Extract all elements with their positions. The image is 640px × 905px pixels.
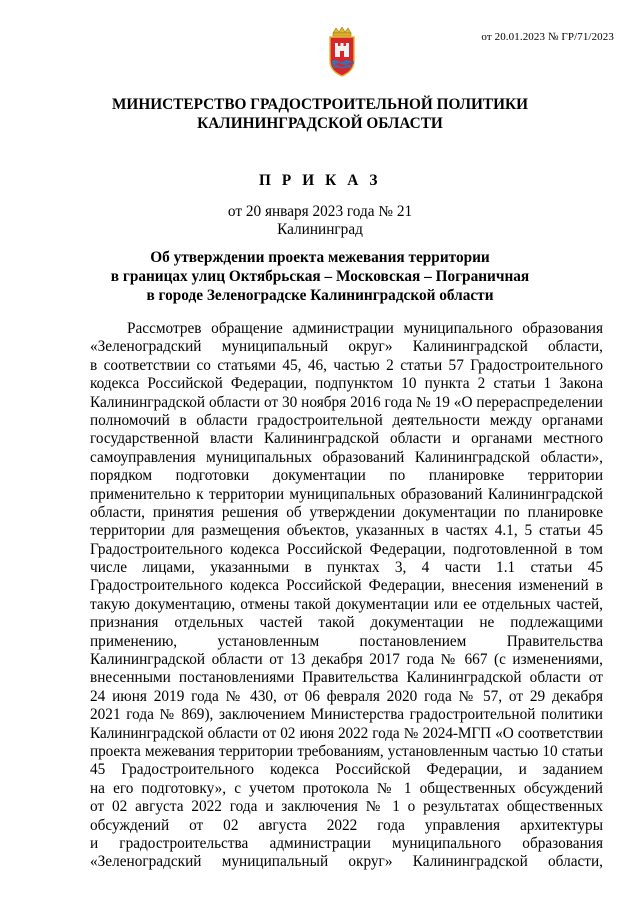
order-subject-line-2: в границах улиц Октябрьская – Московская – Пограничная bbox=[110, 268, 530, 285]
body-line: 24 июня 2019 года № 430, от 06 февраля 2020 года № 57, от 29 декабря bbox=[90, 687, 603, 705]
body-line: «Зеленоградский муниципальный округ» Калининградской области, bbox=[90, 853, 603, 871]
body-line: в соответствии со статьями 45, 46, частью 2 статьи 57 Градостроительного bbox=[90, 356, 603, 374]
body-line: Градостроительного кодекса Российской Федерации, внесения изменений в bbox=[90, 577, 603, 595]
order-city: Калининград bbox=[277, 221, 363, 238]
body-line: государственной власти Калининградской области и органами местного bbox=[90, 430, 603, 448]
body-line: признания отдельных частей такой документации не подлежащими bbox=[90, 614, 603, 632]
document-reference: от 20.01.2023 № ГР/71/2023 bbox=[481, 31, 614, 43]
body-line: проекта межевания территории требованиям, установленным частью 10 статьи bbox=[90, 742, 603, 760]
body-line: порядком подготовки документации по планировке территории bbox=[90, 467, 603, 485]
coat-of-arms-icon bbox=[322, 27, 362, 77]
body-line: «Зеленоградский муниципальный округ» Калининградской области, bbox=[90, 338, 603, 356]
ministry-name bbox=[0, 95, 640, 133]
body-line: Калининградской области от 13 декабря 2017 года № 667 (с изменениями, bbox=[90, 651, 603, 669]
order-subject-line-1: Об утверждении проекта межевания территории bbox=[150, 249, 490, 266]
order-date-block bbox=[0, 203, 640, 239]
body-line: самоуправления муниципальных образований Калининградской области», bbox=[90, 448, 603, 466]
body-line: и градостроительства администрации муниципального образования bbox=[90, 834, 603, 852]
body-line: территории для размещения объектов, указанных в частях 4.1, 5 статьи 45 bbox=[90, 522, 603, 540]
body-line: на его подготовку», с учетом протокола № 1 общественных обсуждений bbox=[90, 779, 603, 797]
body-line: кодекса Российской Федерации, подпунктом 10 пункта 2 статьи 1 Закона bbox=[90, 375, 603, 393]
ministry-name-line-1: МИНИСТЕРСТВО ГРАДОСТРОИТЕЛЬНОЙ ПОЛИТИКИ bbox=[111, 96, 529, 113]
body-line: обсуждений от 02 августа 2022 года управления архитектуры bbox=[90, 816, 603, 834]
order-subject bbox=[0, 248, 640, 305]
body-line: 2021 года № 869), заключением Министерства градостроительной политики bbox=[90, 706, 603, 724]
order-body bbox=[90, 320, 603, 872]
order-title: П Р И К А З bbox=[258, 172, 382, 189]
body-line: применению, установленным постановлением Правительства bbox=[90, 632, 603, 650]
body-line: такую документацию, отмены такой документации или ее отдельных частей, bbox=[90, 595, 603, 613]
order-date: от 20 января 2023 года № 21 bbox=[227, 203, 413, 220]
body-line: Калининградской области от 30 ноября 2016 года № 19 «О перераспределении bbox=[90, 393, 603, 411]
body-line: применительно к территории муниципальных образований Калининградской bbox=[90, 485, 603, 503]
order-subject-line-3: в городе Зеленоградске Калининградской области bbox=[146, 287, 494, 304]
body-line: области, принятия решения об утверждении документации по планировке bbox=[90, 503, 603, 521]
body-line: Калининградской области от 02 июня 2022 года № 2024-МГП «О соответствии bbox=[90, 724, 603, 742]
body-line: от 02 августа 2022 года и заключения № 1 о результатах общественных bbox=[90, 798, 603, 816]
ministry-name-line-2: КАЛИНИНГРАДСКОЙ ОБЛАСТИ bbox=[197, 115, 443, 132]
body-line: 45 Градостроительного кодекса Российской Федерации, и заданием bbox=[90, 761, 603, 779]
body-line: числе лицами, указанными в пунктах 3, 4 части 1.1 статьи 45 bbox=[90, 559, 603, 577]
body-line: Градостроительного кодекса Российской Федерации, подготовленной в том bbox=[90, 540, 603, 558]
body-line: Рассмотрев обращение администрации муниципального образования bbox=[127, 320, 603, 337]
body-line: внесенными постановлениями Правительства Калининградской области от bbox=[90, 669, 603, 687]
body-line: полномочий в области градостроительной деятельности между органами bbox=[90, 411, 603, 429]
